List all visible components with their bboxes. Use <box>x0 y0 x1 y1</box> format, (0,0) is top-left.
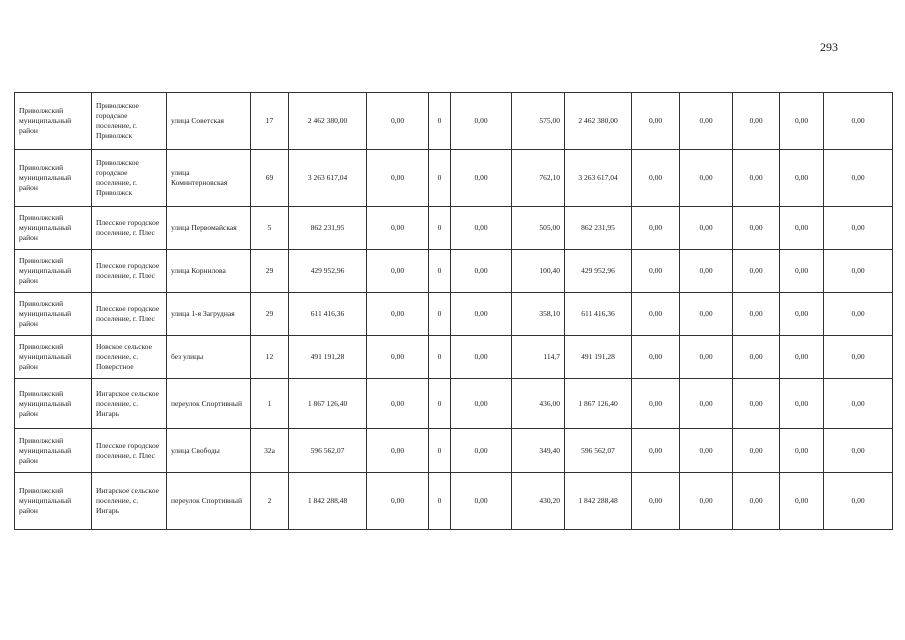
value-cell: 0,00 <box>451 429 512 473</box>
street-cell: без улицы <box>167 336 251 379</box>
settlement-cell: Ингарское сельское поселение, с. Ингарь <box>92 473 167 530</box>
total-cost-cell: 3 263 617,04 <box>565 150 632 207</box>
district-cell: Приволжский муниципальный район <box>15 93 92 150</box>
table-row <box>15 473 893 530</box>
total-cost-cell: 3 263 617,04 <box>289 150 367 207</box>
value-cell: 0,00 <box>367 150 429 207</box>
value-cell: 0,00 <box>733 379 780 429</box>
total-cost-cell: 1 867 126,40 <box>289 379 367 429</box>
area-cell: 430,20 <box>512 473 565 530</box>
table-row <box>15 93 893 150</box>
value-cell: 0,00 <box>632 150 680 207</box>
area-cell: 762,10 <box>512 150 565 207</box>
total-cost-cell: 491 191,28 <box>565 336 632 379</box>
value-cell: 0,00 <box>733 336 780 379</box>
value-cell: 0,00 <box>451 150 512 207</box>
total-cost-cell: 429 952,96 <box>565 250 632 293</box>
value-cell: 0,00 <box>824 473 893 530</box>
value-cell: 0,00 <box>680 429 733 473</box>
table-row <box>15 379 893 429</box>
house-number-cell: 32а <box>251 429 289 473</box>
value-cell: 0,00 <box>451 379 512 429</box>
page-number: 293 <box>820 40 838 54</box>
value-cell: 0,00 <box>680 379 733 429</box>
value-cell: 0 <box>429 336 451 379</box>
street-cell: улица Советская <box>167 93 251 150</box>
area-cell: 358,10 <box>512 293 565 336</box>
total-cost-cell: 491 191,28 <box>289 336 367 379</box>
value-cell: 0,00 <box>451 93 512 150</box>
settlement-cell: Ингарское сельское поселение, с. Ингарь <box>92 379 167 429</box>
value-cell: 0,00 <box>780 473 824 530</box>
total-cost-cell: 2 462 380,00 <box>565 93 632 150</box>
value-cell: 0,00 <box>780 429 824 473</box>
value-cell: 0,00 <box>680 293 733 336</box>
value-cell: 0,00 <box>780 207 824 250</box>
value-cell: 0 <box>429 93 451 150</box>
value-cell: 0,00 <box>632 336 680 379</box>
area-cell: 575,00 <box>512 93 565 150</box>
value-cell: 0,00 <box>780 336 824 379</box>
value-cell: 0,00 <box>451 473 512 530</box>
value-cell: 0,00 <box>824 93 893 150</box>
value-cell: 0,00 <box>733 429 780 473</box>
value-cell: 0,00 <box>733 250 780 293</box>
value-cell: 0,00 <box>824 429 893 473</box>
value-cell: 0,00 <box>632 93 680 150</box>
district-cell: Приволжский муниципальный район <box>15 293 92 336</box>
value-cell: 0,00 <box>733 150 780 207</box>
value-cell: 0,00 <box>824 207 893 250</box>
value-cell: 0,00 <box>824 293 893 336</box>
area-cell: 100,40 <box>512 250 565 293</box>
house-number-cell: 1 <box>251 379 289 429</box>
table-row <box>15 150 893 207</box>
area-cell: 436,00 <box>512 379 565 429</box>
settlement-cell: Плесское городское поселение, г. Плес <box>92 429 167 473</box>
value-cell: 0,00 <box>451 250 512 293</box>
value-cell: 0,00 <box>632 250 680 293</box>
value-cell: 0 <box>429 207 451 250</box>
value-cell: 0,00 <box>780 379 824 429</box>
value-cell: 0,00 <box>824 150 893 207</box>
value-cell: 0,00 <box>680 473 733 530</box>
value-cell: 0,00 <box>632 473 680 530</box>
house-number-cell: 69 <box>251 150 289 207</box>
total-cost-cell: 862 231,95 <box>289 207 367 250</box>
value-cell: 0,00 <box>367 207 429 250</box>
total-cost-cell: 596 562,07 <box>565 429 632 473</box>
house-number-cell: 12 <box>251 336 289 379</box>
value-cell: 0,00 <box>451 207 512 250</box>
value-cell: 0,00 <box>367 93 429 150</box>
settlement-cell: Плесское городское поселение, г. Плес <box>92 293 167 336</box>
value-cell: 0,00 <box>367 429 429 473</box>
street-cell: улица Свободы <box>167 429 251 473</box>
settlement-cell: Плесское городское поселение, г. Плес <box>92 250 167 293</box>
total-cost-cell: 429 952,96 <box>289 250 367 293</box>
value-cell: 0 <box>429 473 451 530</box>
district-cell: Приволжский муниципальный район <box>15 150 92 207</box>
value-cell: 0,00 <box>367 293 429 336</box>
house-number-cell: 5 <box>251 207 289 250</box>
total-cost-cell: 1 842 288,48 <box>565 473 632 530</box>
table-row <box>15 336 893 379</box>
district-cell: Приволжский муниципальный район <box>15 379 92 429</box>
house-number-cell: 2 <box>251 473 289 530</box>
table-row <box>15 250 893 293</box>
value-cell: 0,00 <box>367 250 429 293</box>
district-cell: Приволжский муниципальный район <box>15 473 92 530</box>
total-cost-cell: 1 842 288,48 <box>289 473 367 530</box>
district-cell: Приволжский муниципальный район <box>15 207 92 250</box>
table-row <box>15 207 893 250</box>
total-cost-cell: 611 416,36 <box>289 293 367 336</box>
value-cell: 0,00 <box>632 293 680 336</box>
value-cell: 0,00 <box>780 93 824 150</box>
value-cell: 0 <box>429 379 451 429</box>
value-cell: 0 <box>429 293 451 336</box>
value-cell: 0,00 <box>780 150 824 207</box>
value-cell: 0,00 <box>824 250 893 293</box>
value-cell: 0,00 <box>680 207 733 250</box>
table-row <box>15 293 893 336</box>
value-cell: 0,00 <box>680 250 733 293</box>
settlement-cell: Приволжское городское поселение, г. Приволжск <box>92 150 167 207</box>
street-cell: переулок Спортивный <box>167 379 251 429</box>
value-cell: 0,00 <box>451 293 512 336</box>
street-cell: переулок Спортивный <box>167 473 251 530</box>
district-cell: Приволжский муниципальный район <box>15 336 92 379</box>
house-number-cell: 17 <box>251 93 289 150</box>
value-cell: 0,00 <box>733 93 780 150</box>
value-cell: 0 <box>429 250 451 293</box>
value-cell: 0,00 <box>367 473 429 530</box>
table-body <box>15 93 893 530</box>
house-number-cell: 29 <box>251 293 289 336</box>
district-cell: Приволжский муниципальный район <box>15 250 92 293</box>
house-number-cell: 29 <box>251 250 289 293</box>
total-cost-cell: 1 867 126,40 <box>565 379 632 429</box>
street-cell: улица Коминтерновская <box>167 150 251 207</box>
housing-table <box>14 92 893 530</box>
value-cell: 0,00 <box>680 93 733 150</box>
area-cell: 114,7 <box>512 336 565 379</box>
value-cell: 0,00 <box>733 293 780 336</box>
area-cell: 505,00 <box>512 207 565 250</box>
value-cell: 0,00 <box>367 336 429 379</box>
street-cell: улица Корнилова <box>167 250 251 293</box>
total-cost-cell: 611 416,36 <box>565 293 632 336</box>
value-cell: 0,00 <box>632 429 680 473</box>
value-cell: 0,00 <box>680 336 733 379</box>
street-cell: улица 1-я Загрудная <box>167 293 251 336</box>
value-cell: 0,00 <box>367 379 429 429</box>
total-cost-cell: 862 231,95 <box>565 207 632 250</box>
street-cell: улица Первомайская <box>167 207 251 250</box>
table-row <box>15 429 893 473</box>
total-cost-cell: 2 462 380,00 <box>289 93 367 150</box>
value-cell: 0,00 <box>733 473 780 530</box>
value-cell: 0,00 <box>680 150 733 207</box>
value-cell: 0,00 <box>632 379 680 429</box>
district-cell: Приволжский муниципальный район <box>15 429 92 473</box>
value-cell: 0,00 <box>780 250 824 293</box>
value-cell: 0,00 <box>780 293 824 336</box>
settlement-cell: Плесское городское поселение, г. Плес <box>92 207 167 250</box>
value-cell: 0,00 <box>451 336 512 379</box>
value-cell: 0 <box>429 150 451 207</box>
value-cell: 0,00 <box>632 207 680 250</box>
value-cell: 0,00 <box>733 207 780 250</box>
total-cost-cell: 596 562,07 <box>289 429 367 473</box>
settlement-cell: Приволжское городское поселение, г. Приволжск <box>92 93 167 150</box>
value-cell: 0 <box>429 429 451 473</box>
value-cell: 0,00 <box>824 379 893 429</box>
area-cell: 349,40 <box>512 429 565 473</box>
value-cell: 0,00 <box>824 336 893 379</box>
settlement-cell: Новское сельское поселение, с. Поверстное <box>92 336 167 379</box>
